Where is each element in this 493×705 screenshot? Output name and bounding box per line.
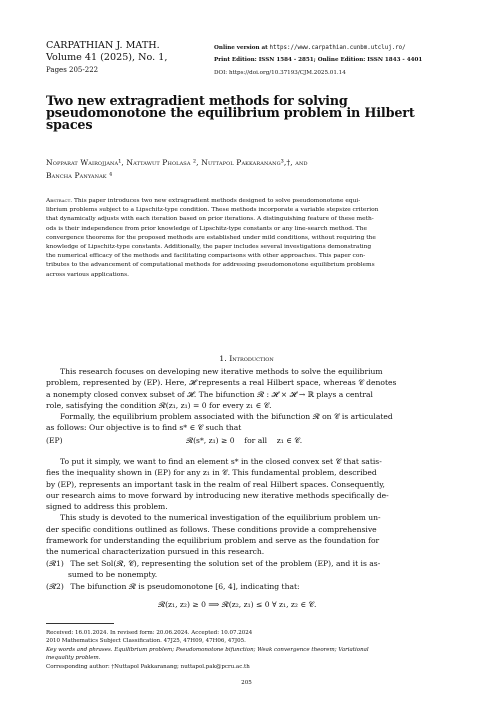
author-list [46, 157, 308, 182]
para-line: as follows: Our objective is to find s* ∈ 𝒞 such that [46, 423, 242, 433]
abstract-line: convergence theorems for the proposed methods are established under mild conditions, without requiring the [46, 234, 376, 241]
condition-tag: (𝓡1) [46, 559, 64, 568]
issn-line [214, 54, 422, 66]
condition-text: The set Sol(𝓡, 𝒞), representing the solution set of the problem (EP), and it is as- [70, 559, 381, 568]
footnote-corresponding: Corresponding author: †Nuttapol Pakkaranang; nuttapol.pak@pcru.ac.th [46, 663, 250, 670]
page-number: 205 [241, 680, 252, 686]
doi-line[interactable]: DOI: https://doi.org/10.37193/CJM.2025.01.14 [214, 69, 346, 76]
para-line: To put it simply, we want to find an element s* in the closed convex set 𝒞 that satis- [60, 457, 382, 466]
section-title: Introduction [229, 354, 274, 363]
footnote-keywords-cont: inequality problem. [46, 655, 101, 662]
para-line: framework for understanding the equilibrium problem and serve as the foundation for [46, 536, 380, 546]
ep-equation-tag: (EP) [46, 436, 63, 445]
title-line: pseudomonotone the equilibrium problem in Hilbert [46, 106, 415, 121]
issn-text: Print Edition: ISSN 1584 - 2851; Online Edition: ISSN 1843 - 4401 [214, 57, 423, 64]
para-line: the numerical characterization pursued in this research. [46, 547, 265, 557]
paper-title [46, 96, 446, 132]
para-line: by (EP), represents an important task in the realm of real Hilbert spaces. Consequently, [46, 479, 385, 489]
journal-header-right [214, 42, 422, 79]
online-version [214, 42, 422, 54]
footnote-keywords: Key words and phrases. Equilibrium problem; Pseudomonotone bifunction; Weak convergence theorem; Variational [46, 646, 369, 653]
para-line: Formally, the equilibrium problem associated with the bifunction 𝓡 on 𝒞 is articulated [60, 412, 393, 422]
abstract-line: ods is their independence from prior knowledge of Lipschitz-type constants or any line-search method. The [46, 225, 367, 232]
online-label: Online version at [214, 45, 268, 51]
para-line: This study is devoted to the numerical investigation of the equilibrium problem un- [60, 513, 381, 523]
condition-r1-cont: sumed to be nonempty. [68, 570, 158, 579]
intro-paragraphs-1 [46, 366, 447, 434]
authors-line: Bancha Panyanak ⁴ [46, 170, 113, 180]
journal-name: CARPATHIAN J. MATH. [46, 40, 160, 51]
journal-volume: Volume 41 (2025), No. 1, [46, 52, 168, 63]
abstract-line: that dynamically adjusts with each iteration based on prior iterations. A distinguishing feature of these meth- [46, 216, 374, 223]
para-line: our research aims to move forward by introducing new iterative methods specifically de- [46, 490, 389, 500]
footnote-msc: 2010 Mathematics Subject Classification. 47J25, 47H09, 47H06, 47J05. [46, 638, 246, 645]
para-line: der specific conditions outlined as follows. These conditions provide a comprehensive [46, 524, 377, 534]
pseudomonotone-equation: 𝓡(z₁, z₂) ≥ 0 ⟹ 𝓡(z₂, z₁) ≤ 0 ∀ z₁, z₂ ∈ 𝒞. [158, 600, 317, 609]
abstract-line: knowledge of Lipschitz-type constants. Additionally, the paper includes several investigations demonstrating [46, 244, 372, 251]
para-line: role, satisfying the condition 𝓡(z₁, z₁) = 0 for every z₁ ∈ 𝒞. [46, 400, 272, 410]
title-line: spaces [46, 118, 93, 133]
abstract-line: Abstract. This paper introduces two new extragradient methods designed to solve pseudomonotone equi- [46, 198, 361, 204]
abstract-label: Abstract. [46, 198, 73, 204]
condition-tag: (𝓡2) [46, 582, 64, 591]
footnotes [46, 629, 447, 671]
ep-equation: 𝓡(s*, z₁) ≥ 0 for all z₁ ∈ 𝒞. [186, 436, 303, 445]
para-line: a nonempty closed convex subset of 𝓗. The bifunction 𝓡 : 𝓗 × 𝓗 → ℝ plays a central [46, 389, 373, 399]
title-line: Two new extragradient methods for solving [46, 94, 348, 109]
section-heading [0, 354, 493, 363]
para-line: signed to address this problem. [46, 502, 168, 512]
abstract-line: librium problems subject to a Lipschitz-type condition. These methods incorporate a variable stepsize criterion [46, 207, 379, 214]
condition-r1 [46, 558, 380, 569]
condition-text: The bifunction 𝓡 is pseudomonotone [6, 4], indicating that: [70, 582, 300, 591]
abstract-line: across various applications. [46, 271, 129, 278]
para-line: problem, represented by (EP). Here, 𝓗 represents a real Hilbert space, whereas 𝒞 denotes [46, 378, 397, 388]
para-line: fies the inequality shown in (EP) for any z₁ in 𝒞. This fundamental problem, described [46, 468, 377, 478]
footnote-rule [46, 623, 114, 624]
abstract [46, 197, 447, 280]
journal-header-left [46, 40, 167, 76]
online-url[interactable]: https://www.carpathian.cunbm.utcluj.ro/ [269, 45, 406, 51]
intro-paragraphs-2 [46, 456, 447, 558]
abstract-line: tributes to the advancement of computational methods for addressing pseudomonotone equilibrium problems [46, 262, 375, 269]
authors-line: Nopparat Wairojjana¹, Nattawut Pholasa ², Nuttapol Pakkaranang³,†, and [46, 158, 308, 167]
footnote-received: Received: 16.01.2024. In revised form: 20.06.2024. Accepted: 10.07.2024 [46, 630, 253, 636]
abstract-line: the numerical efficacy of the methods and facilitating comparisons with other approaches. This paper con- [46, 253, 366, 260]
journal-pages: Pages 205-222 [46, 66, 99, 74]
condition-r2 [46, 581, 300, 592]
para-line: This research focuses on developing new iterative methods to solve the equilibrium [60, 367, 383, 376]
section-number: 1. [219, 354, 227, 363]
